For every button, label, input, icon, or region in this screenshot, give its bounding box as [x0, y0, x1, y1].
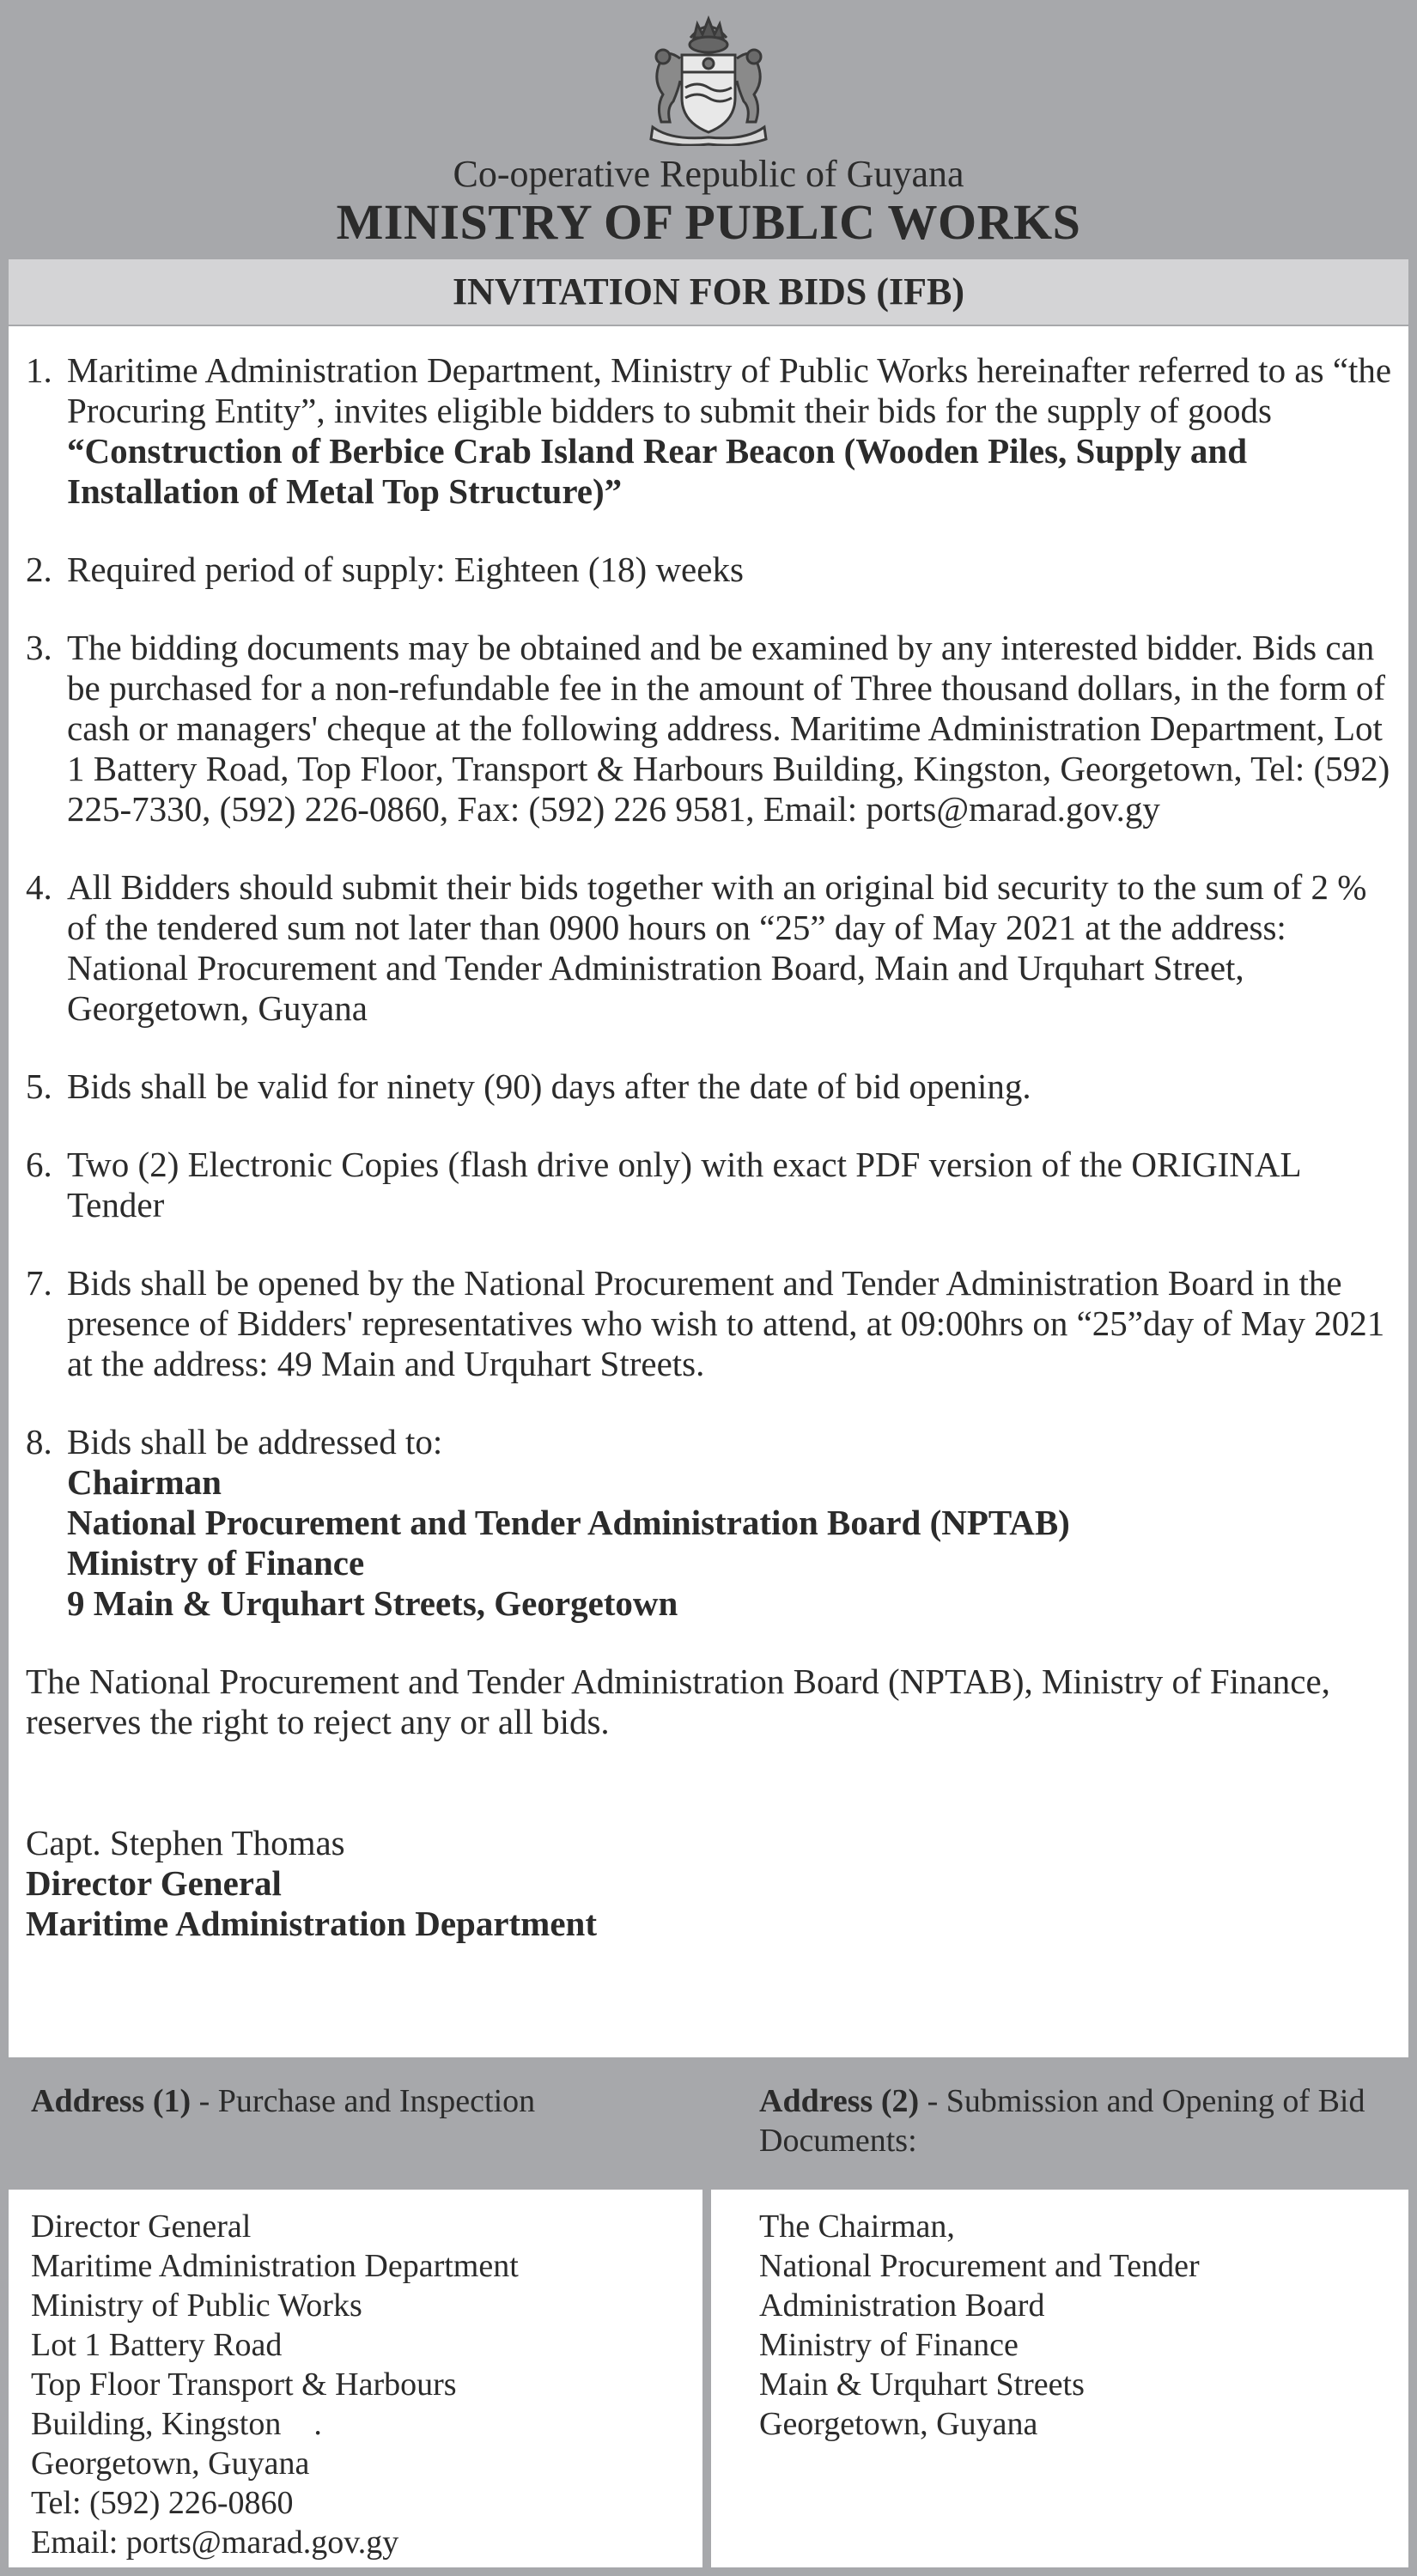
item-text: Bids shall be addressed to:	[67, 1422, 443, 1461]
bid-address-line: Chairman	[67, 1462, 222, 1502]
address-line: Main & Urquhart Streets	[759, 2366, 1085, 2403]
list-item	[17, 1066, 1400, 1107]
signatory-title: Director General	[26, 1863, 282, 1903]
item-text: Maritime Administration Department, Ministry of Public Works hereinafter referred to as “the Procuring Entity”, invites eligible bidders to submit their bids for the supply of goods	[67, 350, 1392, 430]
address-line: Lot 1 Battery Road	[31, 2327, 283, 2363]
item-number: 7.	[26, 1263, 52, 1303]
republic-name: Co-operative Republic of Guyana	[453, 153, 964, 195]
address-line: Director General	[31, 2208, 252, 2245]
closing-statement: The National Procurement and Tender Administration Board (NPTAB), Ministry of Finance, reserves the right to reject any or all bids.	[26, 1662, 1330, 1741]
address-2-heading	[759, 2061, 1395, 2207]
item-text: Bids shall be valid for ninety (90) days after the date of bid opening.	[67, 1066, 1031, 1106]
address-line: Tel: (592) 226-0860	[31, 2485, 294, 2521]
bid-address-line: 9 Main & Urquhart Streets, Georgetown	[67, 1583, 678, 1623]
address-line: Maritime Administration Department	[31, 2248, 519, 2284]
item-number: 2.	[26, 550, 52, 589]
address-line: Georgetown, Guyana	[759, 2406, 1038, 2442]
item-number: 8.	[26, 1422, 52, 1461]
address-line: The Chairman,	[759, 2208, 955, 2245]
address-1-heading-rest: - Purchase and Inspection	[191, 2083, 536, 2119]
signatory-name: Capt. Stephen Thomas	[26, 1823, 345, 1862]
address-2-heading-bold: Address (2)	[759, 2083, 920, 2119]
signature-block	[26, 1823, 1400, 1944]
signatory-department: Maritime Administration Department	[26, 1904, 597, 1943]
list-item	[17, 1145, 1400, 1225]
address-2-box	[711, 2190, 1408, 2567]
address-line: Ministry of Finance	[759, 2327, 1019, 2363]
address-1-heading	[31, 2061, 709, 2207]
address-line: National Procurement and Tender	[759, 2248, 1200, 2284]
item-number: 3.	[26, 628, 52, 667]
item-text: Required period of supply: Eighteen (18) weeks	[67, 550, 744, 589]
address-line: Building, Kingston .	[31, 2406, 322, 2442]
list-item	[17, 350, 1400, 512]
item-number: 1.	[26, 350, 52, 390]
address-line: Georgetown, Guyana	[31, 2445, 310, 2482]
bid-address-line: Ministry of Finance	[67, 1543, 365, 1583]
list-item	[17, 628, 1400, 829]
address-1-heading-bold: Address (1)	[31, 2083, 192, 2119]
item-number: 6.	[26, 1145, 52, 1184]
ministry-name: MINISTRY OF PUBLIC WORKS	[336, 194, 1081, 250]
ifb-body	[9, 326, 1408, 2057]
item-text: All Bidders should submit their bids together with an original bid security to the sum of 2 % of the tendered sum not later than 0900 hours on “25” day of May 2021 at the address: National Procurement and Tender Administration Board, Main and Urquhart Street, Georgetown, Guyana	[67, 867, 1367, 1028]
header	[0, 0, 1417, 258]
address-line: Administration Board	[759, 2287, 1045, 2324]
bid-address-line: National Procurement and Tender Administration Board (NPTAB)	[67, 1503, 1070, 1542]
item-text: Bids shall be opened by the National Procurement and Tender Administration Board in the presence of Bidders' representatives who wish to attend, at 09:00hrs on “25”day of May 2021 at the address: 49 Main and Urquhart Streets.	[67, 1263, 1385, 1383]
item-text: Two (2) Electronic Copies (flash drive only) with exact PDF version of the ORIGINAL Tender	[67, 1145, 1300, 1224]
bid-address	[67, 1462, 1400, 1624]
ifb-text	[17, 350, 1400, 1944]
address-line: Ministry of Public Works	[31, 2287, 362, 2324]
list-item	[17, 550, 1400, 590]
list-item	[17, 1422, 1400, 1624]
address-line: Top Floor Transport & Harbours	[31, 2366, 457, 2403]
item-number: 5.	[26, 1066, 52, 1106]
item-text: The bidding documents may be obtained and be examined by any interested bidder. Bids can be purchased for a non-refundable fee in the amount of Three thousand dollars, in the form of cash or managers' cheque at the following address. Maritime Administration Department, Lot 1 Battery Road, Top Floor, Transport & Harbours Building, Kingston, Georgetown, Tel: (592) 225-7330, (592) 226-0860, Fax: (592) 226 9581, Email: ports@marad.gov.gy	[67, 628, 1390, 829]
coat-of-arms-icon	[637, 12, 780, 146]
address-2-heading-rest: - Submission and Opening of Bid Documents:	[759, 2083, 1365, 2159]
list-item	[17, 1263, 1400, 1384]
ifb-title: INVITATION FOR BIDS (IFB)	[9, 259, 1408, 325]
address-line: Email: ports@marad.gov.gy	[31, 2524, 399, 2561]
list-item	[17, 867, 1400, 1029]
address-1-box	[9, 2190, 702, 2567]
item-number: 4.	[26, 867, 52, 907]
item-text-bold: “Construction of Berbice Crab Island Rear Beacon (Wooden Piles, Supply and Installation of Metal Top Structure)”	[67, 431, 1248, 511]
